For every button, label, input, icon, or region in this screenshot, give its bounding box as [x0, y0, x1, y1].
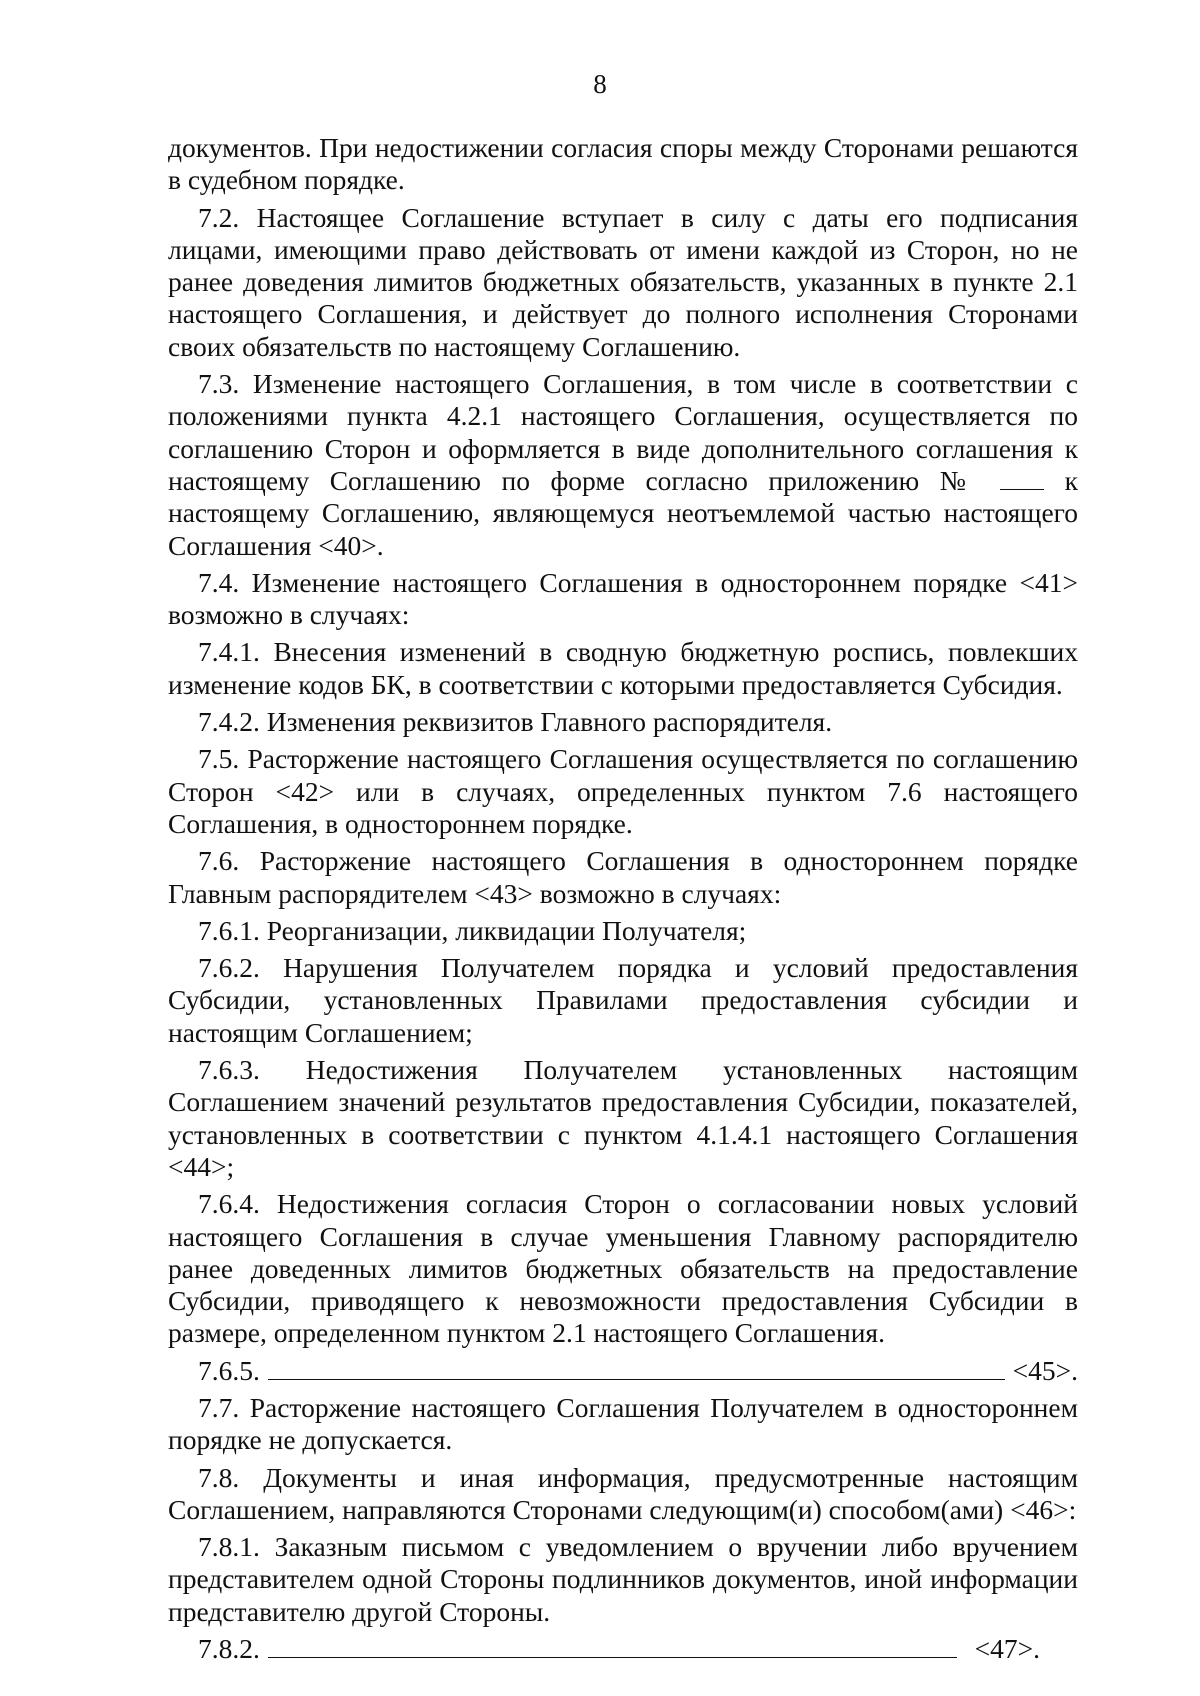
paragraph-7-8: 7.8. Документы и иная информация, предусмотренные настоящим Соглашением, направляются Сторонами следующим(и) способом(ами) <46>:	[168, 1461, 1078, 1525]
paragraph-7-6-4: 7.6.4. Недостижения согласия Сторон о согласовании новых условий настоящего Соглашения в случае уменьшения Главному распорядителю ранее доведенных лимитов бюджетных обязательств на предоставление Субсидии, приводящего к невозможности предоставления Субсидии в размере, определенном пунктом 2.1 настоящего Соглашения.	[168, 1188, 1078, 1349]
paragraph-7-3-text: 7.3. Изменение настоящего Соглашения, в том числе в соответствии с положениями пункта 4.2.1 настоящего Соглашения, осуществляется по соглашению Сторон и оформляется в виде дополнительного соглашения к настоящему Соглашению по форме согласно приложению №	[168, 368, 1078, 496]
paragraph-7-8-2	[168, 1633, 1078, 1665]
paragraph-7-6-1: 7.6.1. Реорганизации, ликвидации Получателя;	[198, 914, 747, 946]
paragraph-7-4-1: 7.4.1. Внесения изменений в сводную бюджетную роспись, повлекших изменение кодов БК, в соответствии с которыми предоставляется Субсидия.	[168, 636, 1078, 700]
document-body	[168, 132, 1078, 1670]
footnote-ref-47: <47>.	[974, 1633, 1040, 1665]
paragraph-7-2: 7.2. Настоящее Соглашение вступает в силу с даты его подписания лицами, имеющими право действовать от имени каждой из Сторон, но не ранее доведения лимитов бюджетных обязательств, указанных в пункте 2.1 настоящего Соглашения, и действует до полного исполнения Сторонами своих обязательств по настоящему Соглашению.	[168, 201, 1078, 362]
paragraph-7-3	[168, 368, 1078, 562]
paragraph-7-6: 7.6. Расторжение настоящего Соглашения в одностороннем порядке Главным распорядителем <43> возможно в случаях:	[168, 845, 1078, 909]
page-number: 8	[593, 69, 607, 99]
paragraph-continuation: документов. При недостижении согласия споры между Сторонами решаются в судебном порядке.	[168, 132, 1078, 196]
paragraph-7-7: 7.7. Расторжение настоящего Соглашения Получателем в одностороннем порядке не допускается.	[168, 1391, 1078, 1456]
paragraph-7-6-5-label: 7.6.5.	[198, 1354, 260, 1386]
paragraph-7-6-5	[168, 1355, 1078, 1387]
fill-in-line	[268, 1633, 957, 1658]
paragraph-7-4-2: 7.4.2. Изменения реквизитов Главного распорядителя.	[198, 706, 833, 738]
footnote-ref-45: <45>.	[1012, 1354, 1078, 1386]
paragraph-7-8-1: 7.8.1. Заказным письмом с уведомлением о вручении либо вручением представителем одной Стороны подлинников документов, иной информации представителю другой Стороны.	[168, 1531, 1078, 1627]
paragraph-7-4: 7.4. Изменение настоящего Соглашения в одностороннем порядке <41> возможно в случаях:	[168, 566, 1078, 631]
paragraph-7-6-2: 7.6.2. Нарушения Получателем порядка и условий предоставления Субсидии, установленных Правилами предоставления субсидии и настоящим Соглашением;	[168, 952, 1078, 1048]
paragraph-7-5: 7.5. Расторжение настоящего Соглашения осуществляется по соглашению Сторон <42> или в случаях, определенных пунктом 7.6 настоящего Соглашения, в одностороннем порядке.	[168, 743, 1078, 839]
paragraph-7-6-3: 7.6.3. Недостижения Получателем установленных настоящим Соглашением значений результатов предоставления Субсидии, показателей, установленных в соответствии с пунктом 4.1.4.1 настоящего Соглашения <44>;	[168, 1054, 1078, 1182]
fill-in-line	[268, 1355, 1005, 1380]
paragraph-7-8-2-label: 7.8.2.	[198, 1633, 260, 1665]
paragraph-7-3-text-end: к настоящему Соглашению, являющемуся неотъемлемой частью настоящего Соглашения <40>.	[168, 464, 1079, 561]
appendix-number-blank	[1000, 469, 1044, 490]
